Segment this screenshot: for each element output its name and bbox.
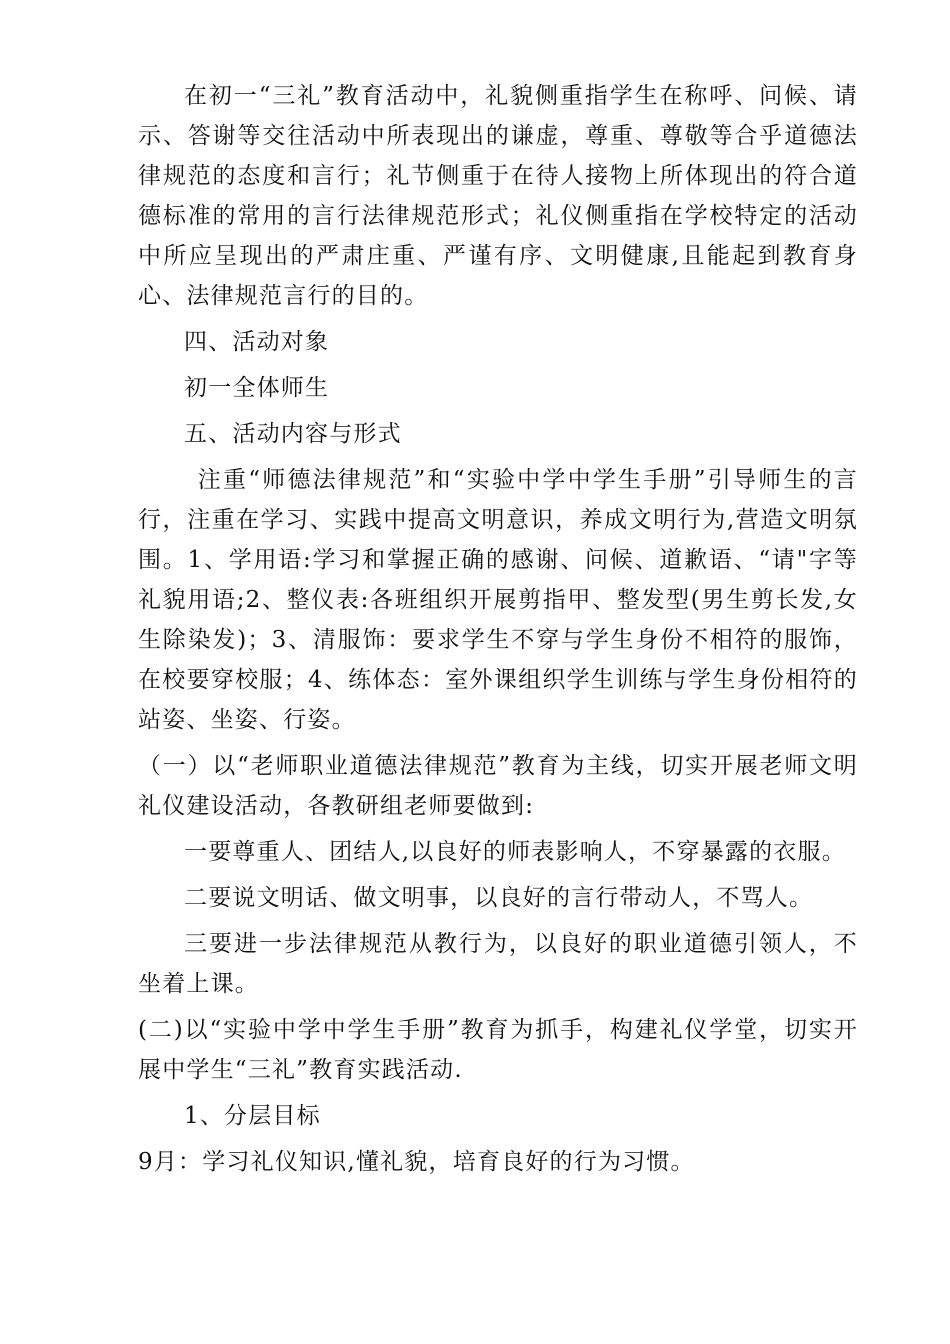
- document-body: [138, 76, 858, 1188]
- paragraph-target-audience: 初一全体师生: [184, 375, 330, 401]
- paragraph-student-section: (二)以“实验中学中学生手册”教育为抓手，构建礼仪学堂，切实开展中学生“三礼”教育实践活动.: [138, 1017, 858, 1083]
- heading-activity-target: 四、活动对象: [184, 329, 330, 355]
- paragraph-september-goal: 9月：学习礼仪知识,懂礼貌，培育良好的行为习惯。: [138, 1149, 695, 1175]
- paragraph-teacher-section: （一）以“老师职业道德法律规范”教育为主线，切实开展老师文明礼仪建设活动，各教研组老师要做到:: [138, 753, 858, 819]
- paragraph-activity-content: 注重“师德法律规范”和“实验中学中学生手册”引导师生的言行，注重在学习、实践中提高文明意识，养成文明行为,营造文明氛围。1、学用语:学习和掌握正确的感谢、问候、道歉语、“请"字等礼貌用语;2、整仪表:各班组织开展剪指甲、整发型(男生剪长发,女生除染发)；3、清服饰：要求学生不穿与学生身份不相符的服饰，在校要穿校服；4、练体态：室外课组织学生训练与学生身份相符的站姿、坐姿、行姿。: [138, 467, 858, 733]
- heading-activity-content: 五、活动内容与形式: [184, 421, 402, 447]
- paragraph-three-rites-definition: 在初一“三礼”教育活动中，礼貌侧重指学生在称呼、问候、请示、答谢等交往活动中所表现出的谦虚，尊重、尊敬等合乎道德法律规范的态度和言行；礼节侧重于在待人接物上所体现出的符合道德标准的常用的言行法律规范形式；礼仪侧重指在学校特定的活动中所应呈现出的严肃庄重、严谨有序、文明健康,且能起到教育身心、法律规范言行的目的。: [138, 83, 858, 309]
- list-item-requirement-one: 一要尊重人、团结人,以良好的师表影响人，不穿暴露的衣服。: [184, 839, 846, 865]
- list-item-requirement-two: 二要说文明话、做文明事，以良好的言行带动人，不骂人。: [184, 885, 814, 911]
- list-item-requirement-three: 三要进一步法律规范从教行为，以良好的职业道德引领人，不坐着上课。: [138, 931, 858, 997]
- heading-layered-goals: 1、分层目标: [184, 1103, 321, 1129]
